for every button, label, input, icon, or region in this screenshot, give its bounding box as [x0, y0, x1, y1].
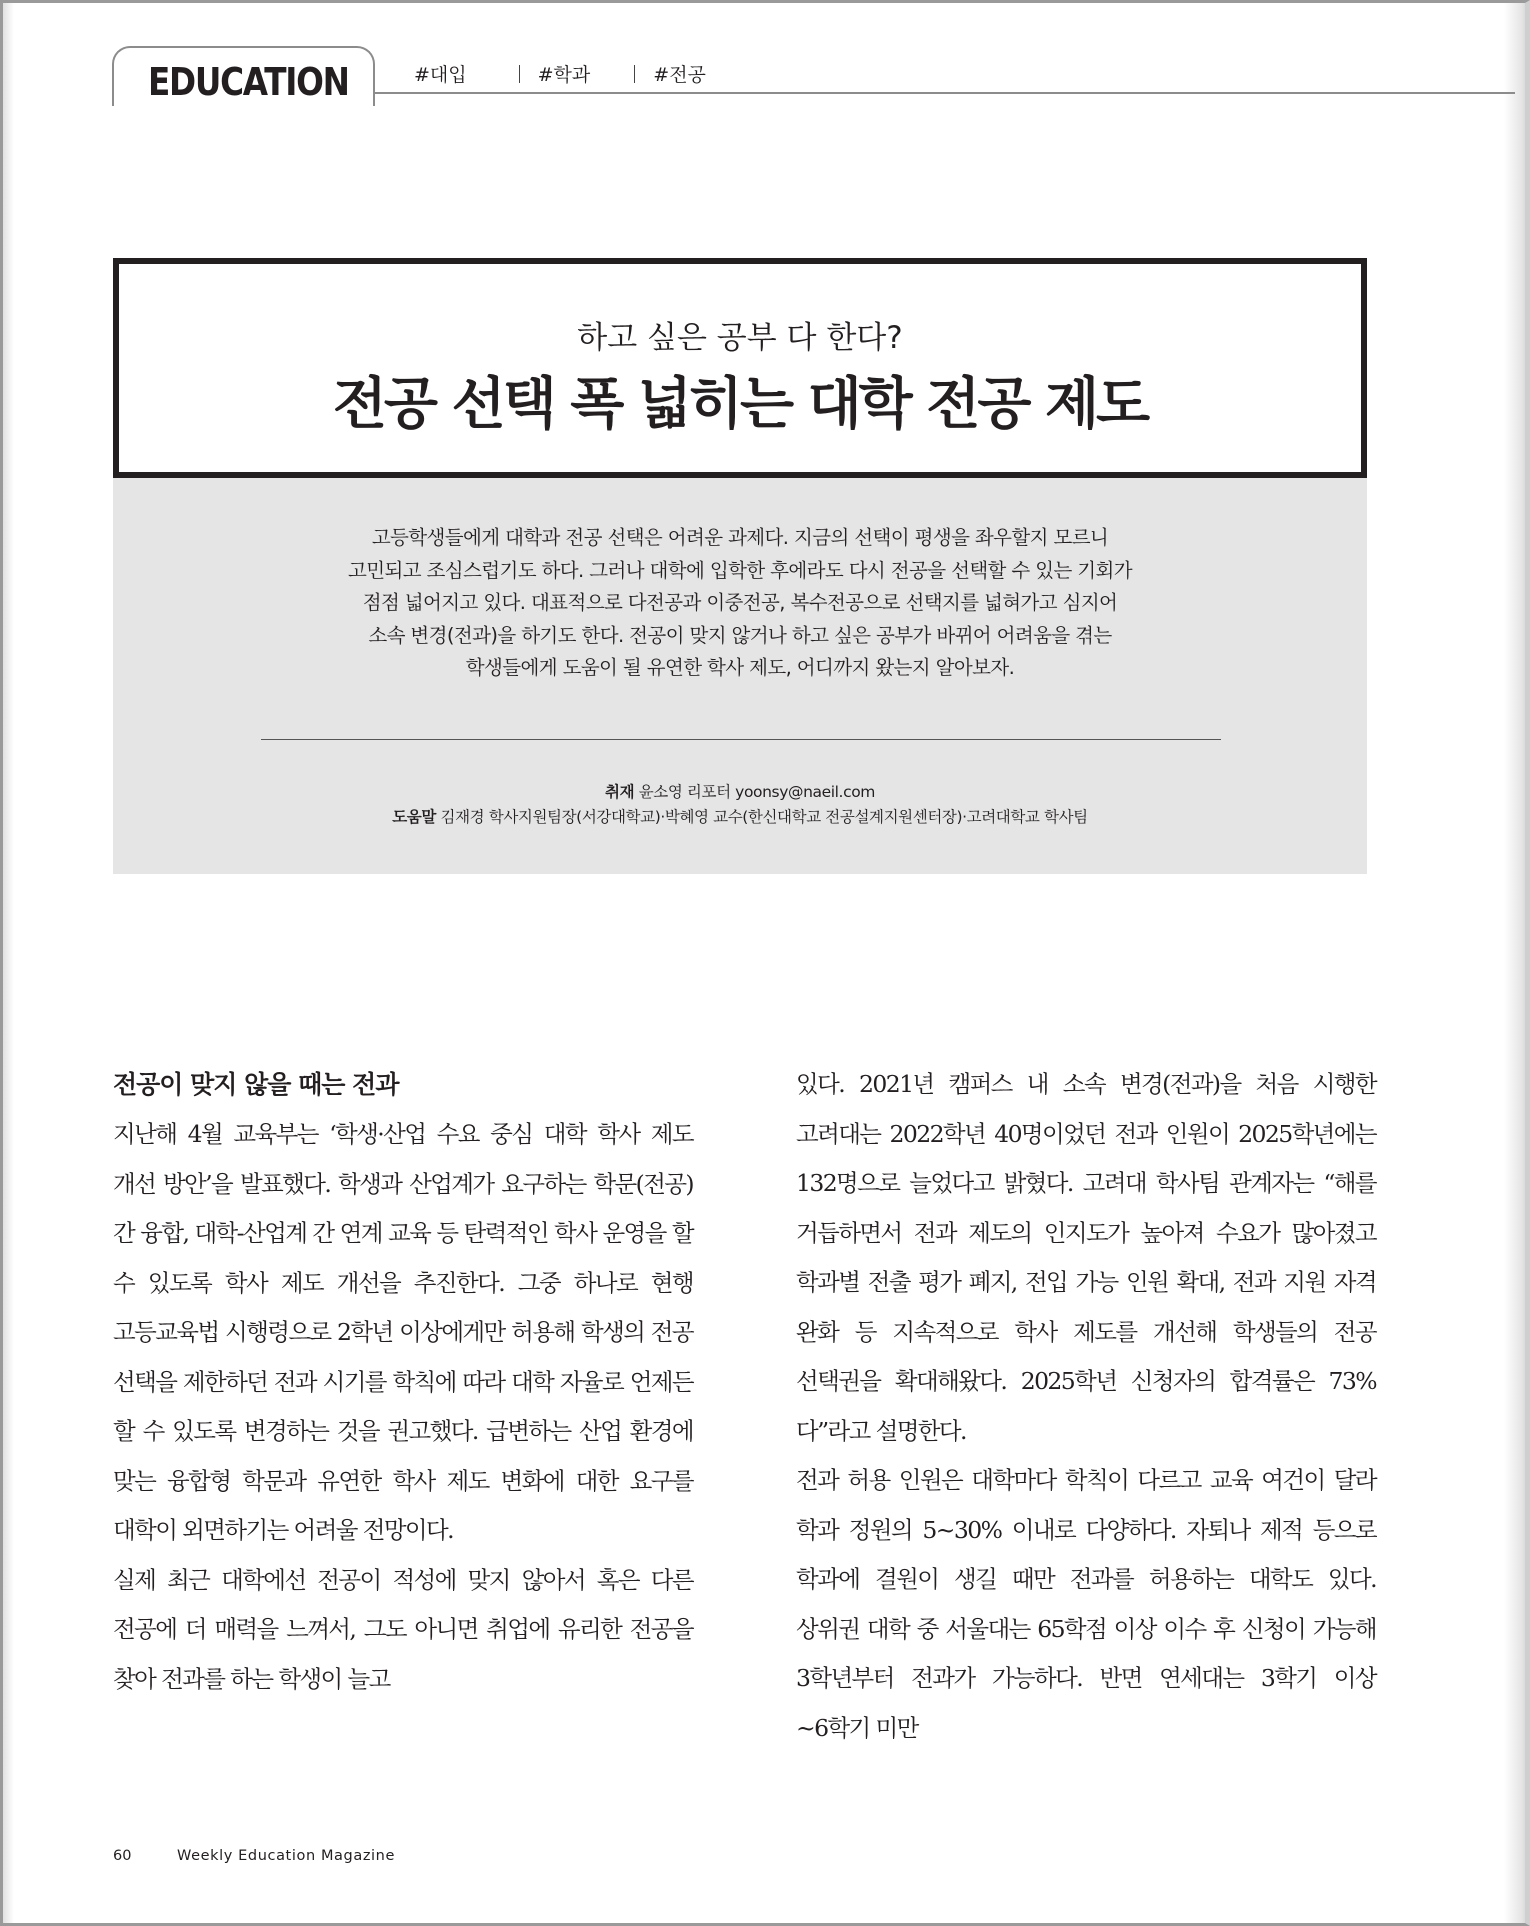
tag-item: #대입 — [414, 64, 467, 86]
header-rule — [375, 92, 1515, 94]
lead-line: 소속 변경(전과)을 하기도 한다. 전공이 맞지 않거나 하고 싶은 공부가 바뀌어 어려움을 겪는 — [368, 623, 1112, 647]
lead-line: 고등학생들에게 대학과 전공 선택은 어려운 과제다. 지금의 선택이 평생을 좌우할지 모르니 — [371, 526, 1109, 549]
lead-line: 고민되고 조심스럽기도 하다. 그러나 대학에 입학한 후에라도 다시 전공을 선택할 수 있는 기회가 — [347, 558, 1133, 582]
article-subtitle: 하고 싶은 공부 다 한다? — [577, 320, 903, 356]
tag-item: #학과 — [537, 64, 591, 86]
lead-divider — [261, 739, 1221, 740]
body-paragraph: 실제 최근 대학에선 전공이 적성에 맞지 않아서 혹은 다른 전공에 더 매력을 느껴서, 그도 아니면 취업에 유리한 전공을 찾아 전과를 하는 학생이 늘고 — [113, 1565, 693, 1693]
lead-box — [113, 478, 1367, 874]
help-credit — [113, 805, 1367, 830]
reporter-name: 윤소영 리포터 yoonsy@naeil.com — [638, 783, 875, 801]
tag-item: #전공 — [653, 64, 706, 86]
tag-separator — [634, 65, 635, 83]
lead-line: 학생들에게 도움이 될 유연한 학사 제도, 어디까지 왔는지 알아보자. — [465, 656, 1015, 679]
tag-list — [414, 60, 706, 87]
section-heading: 전공이 맞지 않을 때는 전과 — [113, 1070, 399, 1099]
page-edge-shadow — [1504, 0, 1530, 1926]
section-label: EDUCATION — [148, 60, 349, 104]
reporter-credit — [113, 780, 1367, 805]
help-sources: 김재경 학사지원팀장(서강대학교)·박혜영 교수(한신대학교 전공설계지원센터장)·고려대학교 학사팀 — [440, 808, 1088, 826]
page-gutter-shadow — [0, 0, 14, 1926]
lead-line: 점점 넓어지고 있다. 대표적으로 다전공과 이중전공, 복수전공으로 선택지를 넓혀가고 심지어 — [362, 591, 1118, 614]
article-title: 전공 선택 폭 넓히는 대학 전공 제도 — [332, 372, 1148, 437]
body-paragraph: 지난해 4월 교육부는 ‘학생·산업 수요 중심 대학 학사 제도 개선 방안’을 발표했다. 학생과 산업계가 요구하는 학문(전공) 간 융합, 대학-산업계 간 연계 교육 등 탄력적인 학사 운영을 할 수 있도록 학사 제도 개선을 추진한다. 그중 하나로 현행 고등교육법 시행령으로 2학년 이상에게만 허용해 학생의 전공 선택을 제한하던 전과 시기를 학칙에 따라 대학 자율로 언제든 할 수 있도록 변경하는 것을 권고했다. 급변하는 산업 환경에 맞는 융합형 학문과 유연한 학사 제도 변화에 대한 요구를 대학이 외면하기는 어려울 전망이다. — [113, 1120, 693, 1544]
lead-text — [173, 522, 1307, 685]
article-column-left — [113, 1060, 693, 1704]
credits — [113, 780, 1367, 830]
body-paragraph: 전과 허용 인원은 대학마다 학칙이 다르고 교육 여건이 달라 학과 정원의 5~30% 이내로 다양하다. 자퇴나 제적 등으로 학과에 결원이 생길 때만 전과를 허용하는 대학도 있다. 상위권 대학 중 서울대는 65학점 이상 이수 후 신청이 가능해 3학년부터 전과가 가능하다. 반면 연세대는 3학기 이상~6학기 미만 — [796, 1466, 1376, 1742]
tag-separator — [519, 65, 520, 83]
help-label: 도움말 — [392, 808, 436, 826]
magazine-name: Weekly Education Magazine — [177, 1848, 395, 1864]
reporter-label: 취재 — [605, 783, 635, 801]
page-footer — [113, 1848, 395, 1864]
title-box — [113, 258, 1367, 478]
body-paragraph: 있다. 2021년 캠퍼스 내 소속 변경(전과)을 처음 시행한 고려대는 2022학년 40명이었던 전과 인원이 2025학년에는 132명으로 늘었다고 밝혔다. 고려대 학사팀 관계자는 “해를 거듭하면서 전과 제도의 인지도가 높아져 수요가 많아졌고 학과별 전출 평가 폐지, 전입 가능 인원 확대, 전과 지원 자격 완화 등 지속적으로 학사 제도를 개선해 학생들의 전공 선택권을 확대해왔다. 2025학년 신청자의 합격률은 73%다”라고 설명한다. — [796, 1070, 1376, 1445]
page-number: 60 — [113, 1848, 132, 1864]
article-column-right — [796, 1060, 1376, 1753]
